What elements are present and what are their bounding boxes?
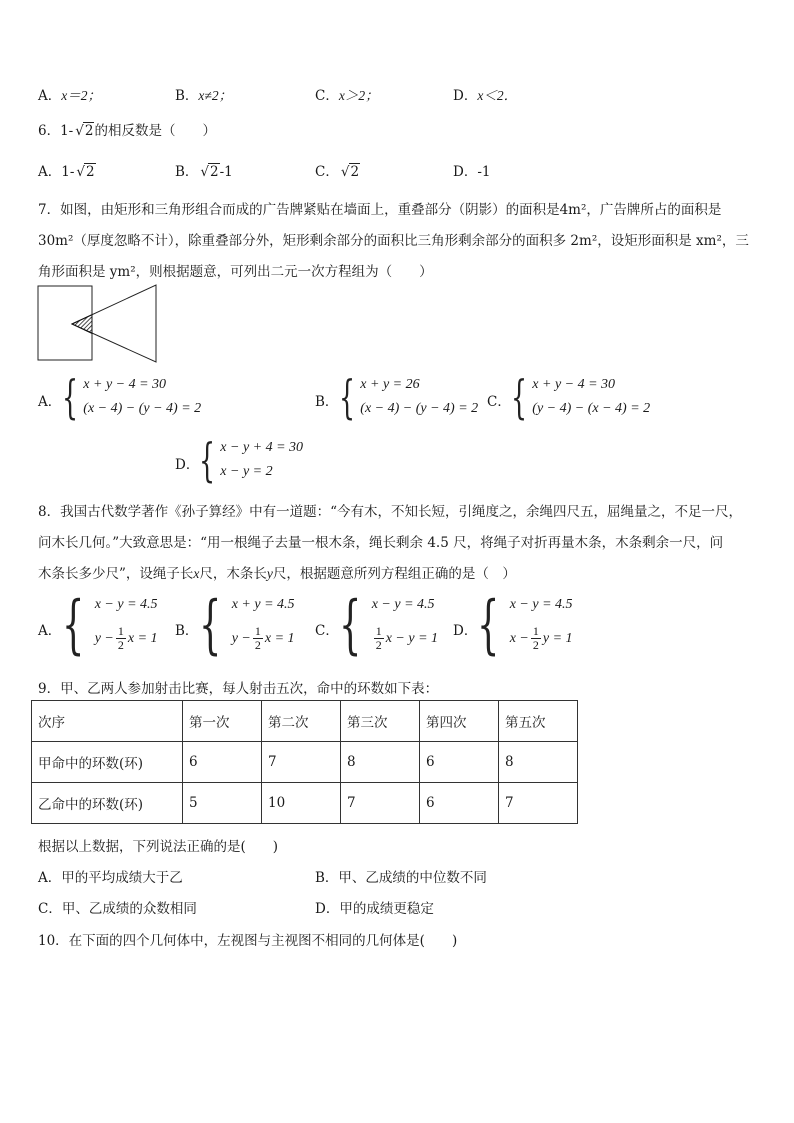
table-header-cell: 第四次 [420,701,499,742]
q8-b-eq2-right: x = 1 [264,631,295,646]
q5-option-d-label: D． [453,88,478,104]
q8-stem-line-2: 问木长几何。”大致意思是：“用一根绳子去量一根木条，绳长剩余 4.5 尺，将绳子对折再量木条，木条剩余一尺，问 [38,535,724,551]
q8-a-eq1: x − y = 4.5 [94,597,158,612]
q8-line3-part-b: 尺，木条长 [199,566,267,582]
fraction-denominator: 2 [532,638,539,653]
q7-d-eq1: x − y + 4 = 30 [220,440,304,455]
overlap-shaded-region [72,315,92,334]
q7-option-a-label: A． [38,394,62,410]
q7-option-d-label: D． [175,457,200,473]
q9-question: 根据以上数据，下列说法正确的是( ) [38,839,279,855]
left-brace-icon: { [199,433,216,487]
q8-option-d-system [477,588,573,662]
left-brace-icon: { [477,588,500,662]
q8-b-eq2 [232,622,295,656]
table-cell: 7 [499,783,578,824]
table-row [32,742,578,783]
q9-option-b: B．甲、乙成绩的中位数不同 [315,870,487,886]
fraction-numerator: 1 [254,624,261,639]
q8-var-y: y [266,566,273,581]
q9-score-table [31,700,578,824]
q8-d-eq1: x − y = 4.5 [509,597,573,612]
table-header-cell: 第五次 [499,701,578,742]
q8-line3-part-a: 木条长多少尺”，设绳子长 [38,566,194,582]
q5-option-b [175,84,232,104]
q8-option-c-label: C． [315,623,339,639]
q5-option-c-math: x＞2； [338,88,379,103]
q7-a-eq2: (x − 4) − (y − 4) = 2 [83,401,202,416]
q7-stem-line-3: 角形面积是 ym²，则根据题意，可列出二元一次方程组为（ ） [38,264,433,280]
left-brace-icon: { [62,588,85,662]
q7-b-eq2: (x − 4) − (y − 4) = 2 [360,401,479,416]
q6-option-c-label: C． [315,164,339,180]
q8-option-b-label: B． [175,623,199,639]
table-cell: 5 [183,783,262,824]
q8-d-eq2-right: y = 1 [542,631,573,646]
q8-a-eq2 [95,622,158,656]
left-brace-icon: { [339,588,362,662]
q8-a-eq2-left: y − [94,631,114,646]
q5-option-b-label: B． [175,88,199,104]
q7-stem-line-2: 30m²（厚度忽略不计），除重叠部分外，矩形剩余部分的面积比三角形剩余部分的面积多 2m²，设矩形面积是 xm²，三 [38,233,749,249]
q8-d-eq2 [510,622,573,656]
q6-prefix: 6．1- [38,123,74,139]
fraction [116,625,126,652]
q8-option-b-system [199,588,295,662]
q5-option-c-label: C． [315,88,339,104]
left-brace-icon: { [511,370,528,424]
q6-sqrt: √ 2 [83,122,94,139]
table-cell: 10 [262,783,341,824]
q6-option-b-sqrt: √ 2 [208,163,219,180]
q8-b-eq1: x + y = 4.5 [231,597,295,612]
table-cell: 6 [420,783,499,824]
q7-b-eq1: x + y = 26 [360,377,420,392]
q8-option-a-label: A． [38,623,62,639]
table-cell: 6 [183,742,262,783]
q8-stem-line-1: 8．我国古代数学著作《孙子算经》中有一道题：“今有木，不知长短，引绳度之，余绳四尺五，屈绳量之，不足一尺， [38,504,742,520]
q6-option-c-sqrt: √ 2 [349,163,360,180]
q8-line3-part-c: 尺，根据题意所列方程组正确的是（ ） [272,566,516,582]
q6-stem [38,119,216,139]
q6-suffix: 的相反数是（ ） [94,123,216,139]
q10-stem: 10．在下面的四个几何体中，左视图与主视图不相同的几何体是( ) [38,933,458,949]
fraction [531,625,541,652]
q7-c-eq2: (y − 4) − (x − 4) = 2 [532,401,651,416]
q8-c-eq1: x − y = 4.5 [371,597,435,612]
table-cell: 乙命中的环数(环) [32,783,183,824]
q5-option-a-label: A． [38,88,62,104]
q5-option-a [38,84,101,104]
q8-stem-line-3 [38,562,516,582]
left-brace-icon: { [62,370,79,424]
q6-option-b-label: B． [175,164,199,180]
q6-option-a-label: A．1- [38,164,75,180]
q5-option-b-math: x≠2； [198,88,233,103]
table-header-cell: 第二次 [262,701,341,742]
table-header-cell: 第三次 [341,701,420,742]
q8-d-eq2-left: x − [509,631,529,646]
q5-option-a-math: x＝2； [61,88,101,103]
table-row [32,783,578,824]
table-cell: 8 [341,742,420,783]
table-header-row [32,701,578,742]
table-header-cell: 次序 [32,701,183,742]
q5-option-d-math: x＜2． [477,88,518,103]
q6-option-b [175,160,233,180]
fraction [374,625,384,652]
q9-option-a: A．甲的平均成绩大于乙 [38,870,183,886]
q7-a-eq1: x + y − 4 = 30 [83,377,167,392]
q6-option-c [315,160,360,180]
table-cell: 6 [420,742,499,783]
fraction-denominator: 2 [117,638,124,653]
q8-var-x: x [193,566,200,581]
q7-option-d-system [199,433,304,487]
q8-option-a-system [62,588,158,662]
q6-option-d-label: D．-1 [453,164,491,180]
left-brace-icon: { [339,370,356,424]
fraction-denominator: 2 [375,638,382,653]
table-header-cell: 第一次 [183,701,262,742]
fraction-numerator: 1 [532,624,539,639]
q7-d-eq2: x − y = 2 [220,464,273,479]
q8-c-eq2-right: x − y = 1 [385,631,439,646]
q9-option-d: D．甲的成绩更稳定 [315,901,434,917]
fraction [253,625,263,652]
fraction-numerator: 1 [375,624,382,639]
table-cell: 7 [341,783,420,824]
table-cell: 8 [499,742,578,783]
q6-option-d [453,160,490,180]
q7-option-c-label: C． [487,394,511,410]
left-brace-icon: { [199,588,222,662]
q7-billboard-figure [36,283,162,363]
q7-option-b-system [339,370,479,424]
fraction-denominator: 2 [254,638,261,653]
q6-option-a [38,160,96,180]
q9-option-c: C．甲、乙成绩的众数相同 [38,901,197,917]
q8-a-eq2-right: x = 1 [127,631,158,646]
q8-c-eq2 [372,622,438,656]
q5-option-c [315,84,379,104]
q7-stem-line-1: 7．如图，由矩形和三角形组合而成的广告牌紧贴在墙面上，重叠部分（阴影）的面积是4m²，广告牌所占的面积是 [38,202,722,218]
table-cell: 7 [262,742,341,783]
q8-option-c-system [339,588,439,662]
q7-c-eq1: x + y − 4 = 30 [532,377,616,392]
q6-option-b-suffix: -1 [219,164,233,180]
q7-option-b-label: B． [315,394,339,410]
q7-option-a-system [62,370,202,424]
q8-option-d-label: D． [453,623,478,639]
q6-option-a-sqrt: √ 2 [84,163,95,180]
q8-b-eq2-left: y − [231,631,251,646]
fraction-numerator: 1 [117,624,124,639]
q7-option-c-system [511,370,651,424]
q5-option-d [453,84,517,104]
table-cell: 甲命中的环数(环) [32,742,183,783]
q9-stem: 9．甲、乙两人参加射击比赛，每人射击五次，命中的环数如下表： [38,681,439,697]
